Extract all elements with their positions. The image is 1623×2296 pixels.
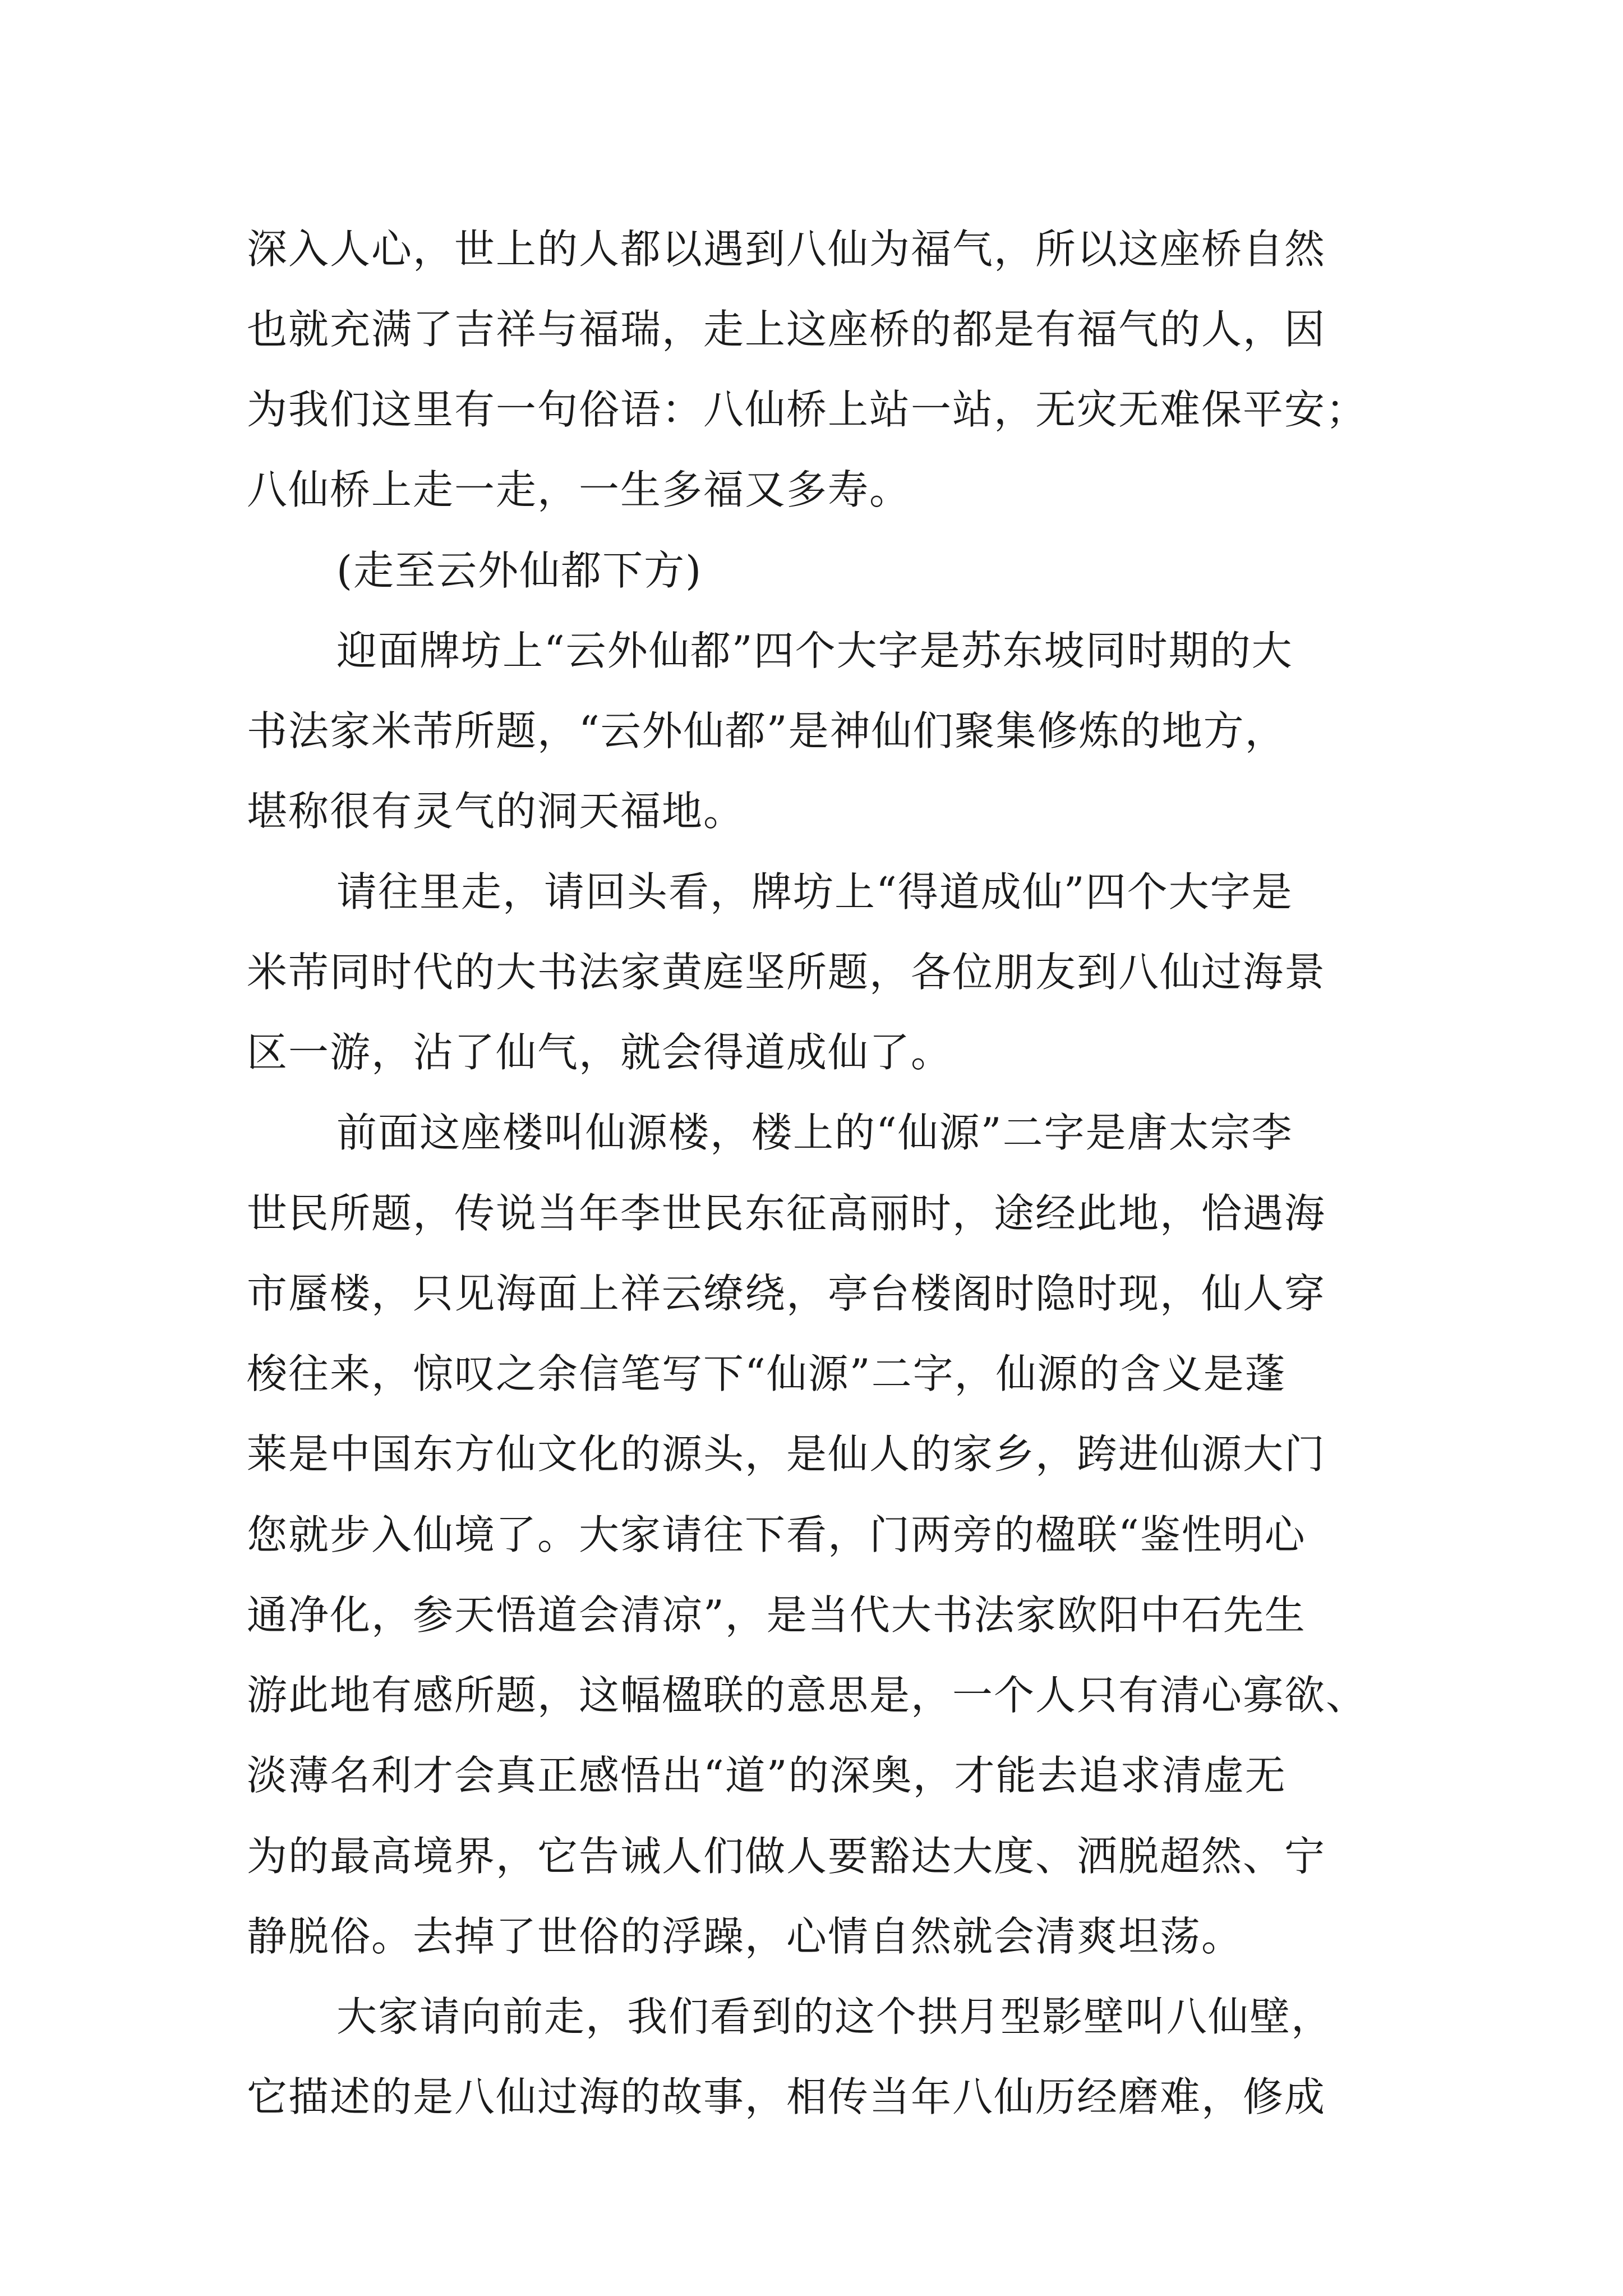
text-line: 区一游，沾了仙气，就会得道成仙了。 (247, 1029, 953, 1076)
text-line: 前面这座楼叫仙源楼，楼上的“仙源”二字是唐太宗李 (336, 1109, 1293, 1156)
text-line: 深入人心，世上的人都以遇到八仙为福气，所以这座桥自然 (247, 226, 1326, 273)
text-line: 为我们这里有一句俗语：八仙桥上站一站，无灾无难保平安； (247, 386, 1368, 433)
text-line: 堪称很有灵气的洞天福地。 (247, 788, 745, 835)
text-line: 米芾同时代的大书法家黄庭坚所题，各位朋友到八仙过海景 (247, 949, 1326, 996)
text-line: 它描述的是八仙过海的故事，相传当年八仙历经磨难，修成 (247, 2073, 1326, 2120)
text-line: 您就步入仙境了。大家请往下看，门两旁的楹联“鉴性明心 (247, 1511, 1306, 1558)
text-line: 请往里走，请回头看，牌坊上“得道成仙”四个大字是 (336, 868, 1293, 915)
text-line: 八仙桥上走一走，一生多福又多寿。 (247, 466, 911, 513)
text-line: 游此地有感所题，这幅楹联的意思是，一个人只有清心寡欲、 (247, 1672, 1368, 1719)
text-line: 世民所题，传说当年李世民东征高丽时，途经此地，恰遇海 (247, 1190, 1326, 1237)
text-line: 莱是中国东方仙文化的源头，是仙人的家乡，跨进仙源大门 (247, 1430, 1326, 1478)
text-line: (走至云外仙都下方) (336, 547, 703, 594)
text-line: 迎面牌坊上“云外仙都”四个大字是苏东坡同时期的大 (336, 627, 1293, 674)
text-line: 大家请向前走，我们看到的这个拱月型影壁叫八仙壁， (336, 1993, 1333, 2040)
text-line: 通净化，参天悟道会清凉”，是当代大书法家欧阳中石先生 (247, 1591, 1306, 1639)
text-line: 市蜃楼，只见海面上祥云缭绕，亭台楼阁时隐时现，仙人穿 (247, 1270, 1326, 1317)
text-line: 静脱俗。去掉了世俗的浮躁，心情自然就会清爽坦荡。 (247, 1913, 1243, 1960)
text-line: 梭往来，惊叹之余信笔写下“仙源”二字，仙源的含义是蓬 (247, 1350, 1287, 1397)
text-line: 为的最高境界，它告诫人们做人要豁达大度、洒脱超然、宁 (247, 1833, 1326, 1880)
text-line: 也就充满了吉祥与福瑞，走上这座桥的都是有福气的人，因 (247, 306, 1326, 353)
text-line: 淡薄名利才会真正感悟出“道”的深奥，才能去追求清虚无 (247, 1752, 1287, 1799)
text-line: 书法家米芾所题，“云外仙都”是神仙们聚集修炼的地方， (247, 707, 1287, 754)
